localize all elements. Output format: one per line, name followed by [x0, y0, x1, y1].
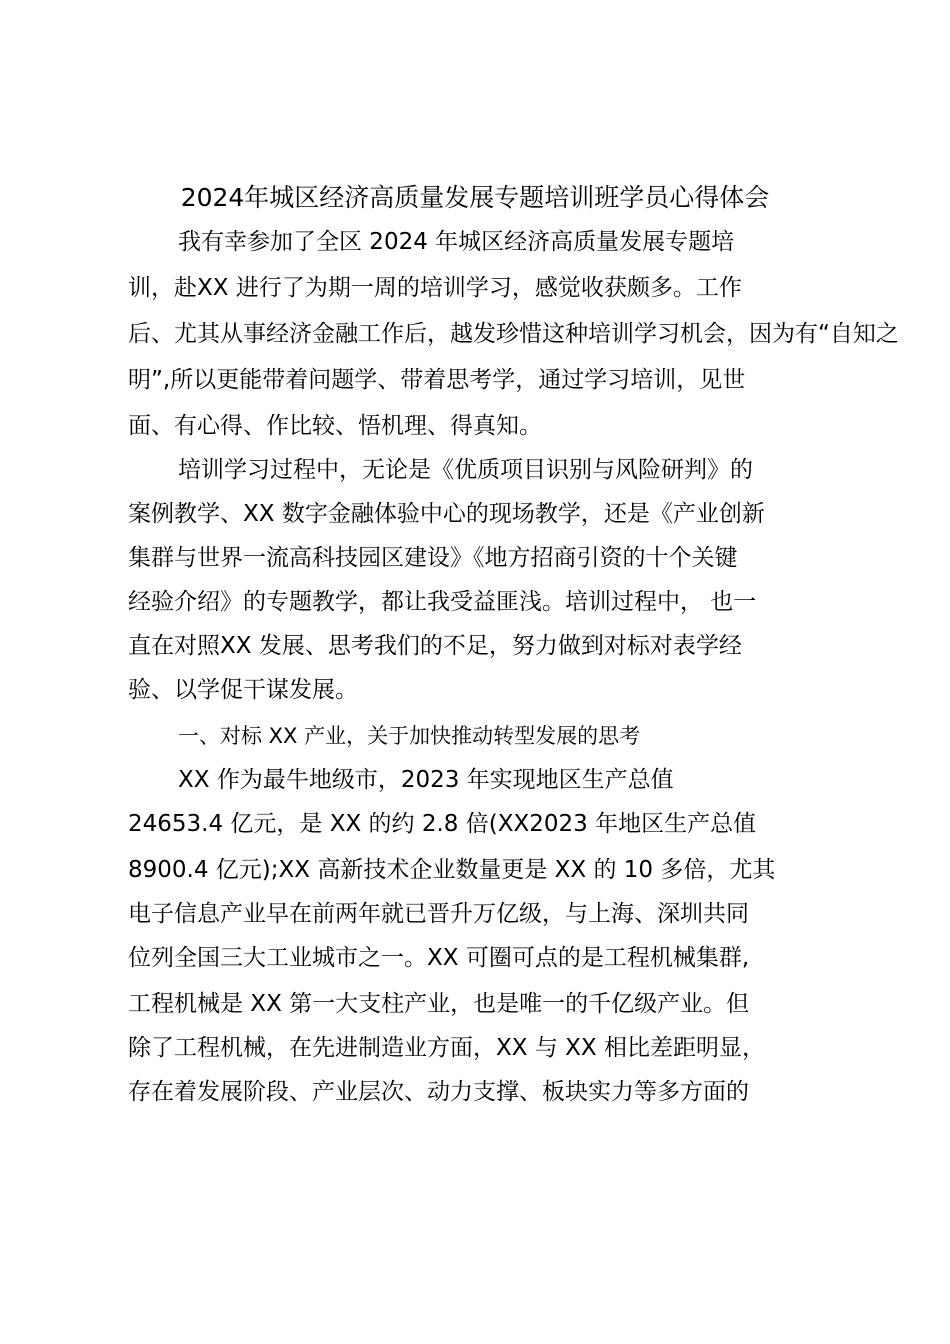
paragraph-line: 直在对照XX 发展、思考我们的不足，努力做到对标对表学经	[128, 633, 742, 659]
paragraph-line: 8900.4 亿元);XX 高新技术企业数量更是 XX 的 10 多倍，尤其	[128, 857, 776, 883]
paragraph-line: 24653.4 亿元，是 XX 的约 2.8 倍(XX2023 年地区生产总值	[128, 811, 757, 837]
paragraph-line: 训，赴XX 进行了为期一周的培训学习，感觉收获颇多。工作	[128, 275, 742, 301]
document-title: 2024年城区经济高质量发展专题培训班学员心得体会	[180, 183, 770, 212]
paragraph-line: 工程机械是 XX 第一大支柱产业，也是唯一的千亿级产业。但	[128, 991, 750, 1017]
paragraph-line: 经验介绍》的专题教学，都让我受益匪浅。培训过程中， 也一	[128, 589, 757, 615]
paragraph-line: 案例教学、XX 数字金融体验中心的现场教学，还是《产业创新	[128, 501, 765, 527]
paragraph-line: 集群与世界一流高科技园区建设》《地方招商引资的十个关键	[128, 545, 738, 571]
paragraph-line: 验、以学促干谋发展。	[128, 677, 358, 703]
paragraph-line: 面、有心得、作比较、悟机理、得真知。	[128, 413, 542, 439]
paragraph-line: 位列全国三大工业城市之一。XX 可圈可点的是工程机械集群,	[128, 945, 750, 971]
paragraph-line: 培训学习过程中，无论是《优质项目识别与风险研判》的	[178, 457, 753, 483]
paragraph-line: XX 作为最牛地级市，2023 年实现地区生产总值	[178, 767, 674, 793]
paragraph-line: 后、尤其从事经济金融工作后，越发珍惜这种培训学习机会，因为有“自知之	[128, 321, 899, 347]
section-heading: 一、对标 XX 产业，关于加快推动转型发展的思考	[178, 724, 641, 748]
paragraph-line: 除了工程机械，在先进制造业方面，XX 与 XX 相比差距明显，	[128, 1035, 765, 1061]
paragraph-line: 存在着发展阶段、产业层次、动力支撑、板块实力等多方面的	[128, 1079, 749, 1105]
paragraph-line: 明”,所以更能带着问题学、带着思考学，通过学习培训，见世	[128, 367, 746, 393]
paragraph-line: 电子信息产业早在前两年就已晋升万亿级，与上海、深圳共同	[128, 901, 749, 927]
paragraph-line: 我有幸参加了全区 2024 年城区经济高质量发展专题培	[178, 229, 735, 255]
